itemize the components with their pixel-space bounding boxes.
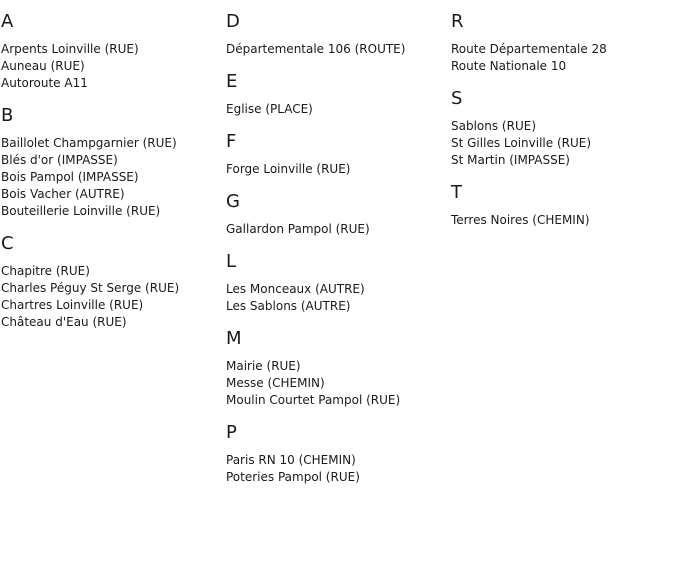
section-letter: B (1, 105, 14, 126)
street-list (226, 161, 448, 178)
street-item: Poteries Pampol (RUE) (226, 470, 360, 484)
street-list (451, 118, 673, 169)
letter-section-p (226, 422, 448, 486)
street-item: Bois Pampol (IMPASSE) (1, 170, 139, 184)
street-list (1, 263, 223, 331)
street-list (226, 452, 448, 486)
street-list (226, 101, 448, 118)
street-item: Baillolet Champgarnier (RUE) (1, 136, 177, 150)
street-item: Route Nationale 10 (451, 59, 567, 73)
street-list (226, 221, 448, 238)
letter-section-f (226, 131, 448, 178)
street-item: Blés d'or (IMPASSE) (1, 153, 118, 167)
street-list (226, 281, 448, 315)
letter-section-c (1, 233, 223, 331)
street-item: Charles Péguy St Serge (RUE) (1, 281, 180, 295)
street-item: Moulin Courtet Pampol (RUE) (226, 393, 401, 407)
street-item: Paris RN 10 (CHEMIN) (226, 453, 356, 467)
street-item: Messe (CHEMIN) (226, 376, 325, 390)
street-item: Les Sablons (AUTRE) (226, 299, 351, 313)
street-list (1, 41, 223, 92)
index-column-2 (226, 11, 448, 499)
section-letter: E (226, 71, 238, 92)
street-item: Sablons (RUE) (451, 119, 537, 133)
street-item: Chapitre (RUE) (1, 264, 90, 278)
section-letter: T (451, 182, 462, 203)
street-item: Terres Noires (CHEMIN) (451, 213, 590, 227)
street-item: Départementale 106 (ROUTE) (226, 42, 406, 56)
letter-section-l (226, 251, 448, 315)
letter-section-t (451, 182, 673, 229)
section-letter: A (1, 11, 14, 32)
street-item: Forge Loinville (RUE) (226, 162, 351, 176)
street-item: Château d'Eau (RUE) (1, 315, 127, 329)
street-item: Route Départementale 28 (451, 42, 607, 56)
letter-section-g (226, 191, 448, 238)
section-letter: S (451, 88, 463, 109)
street-item: Eglise (PLACE) (226, 102, 313, 116)
section-letter: D (226, 11, 240, 32)
letter-section-d (226, 11, 448, 58)
section-letter: G (226, 191, 240, 212)
section-letter: M (226, 328, 242, 349)
street-list (451, 41, 673, 75)
street-item: Autoroute A11 (1, 76, 88, 90)
letter-section-m (226, 328, 448, 409)
street-item: Mairie (RUE) (226, 359, 301, 373)
street-list (1, 135, 223, 220)
section-letter: R (451, 11, 464, 32)
section-letter: C (1, 233, 14, 254)
street-list (226, 41, 448, 58)
street-item: Bouteillerie Loinville (RUE) (1, 204, 161, 218)
index-column-3 (451, 11, 673, 242)
section-letter: P (226, 422, 237, 443)
letter-section-a (1, 11, 223, 92)
street-item: Arpents Loinville (RUE) (1, 42, 139, 56)
street-item: St Martin (IMPASSE) (451, 153, 570, 167)
street-item: Chartres Loinville (RUE) (1, 298, 144, 312)
letter-section-b (1, 105, 223, 220)
street-list (451, 212, 673, 229)
street-item: Auneau (RUE) (1, 59, 85, 73)
letter-section-r (451, 11, 673, 75)
street-item: St Gilles Loinville (RUE) (451, 136, 592, 150)
letter-section-s (451, 88, 673, 169)
letter-section-e (226, 71, 448, 118)
street-item: Gallardon Pampol (RUE) (226, 222, 370, 236)
section-letter: L (226, 251, 237, 272)
street-item: Bois Vacher (AUTRE) (1, 187, 125, 201)
index-column-1 (1, 11, 223, 344)
street-item: Les Monceaux (AUTRE) (226, 282, 365, 296)
section-letter: F (226, 131, 237, 152)
street-list (226, 358, 448, 409)
